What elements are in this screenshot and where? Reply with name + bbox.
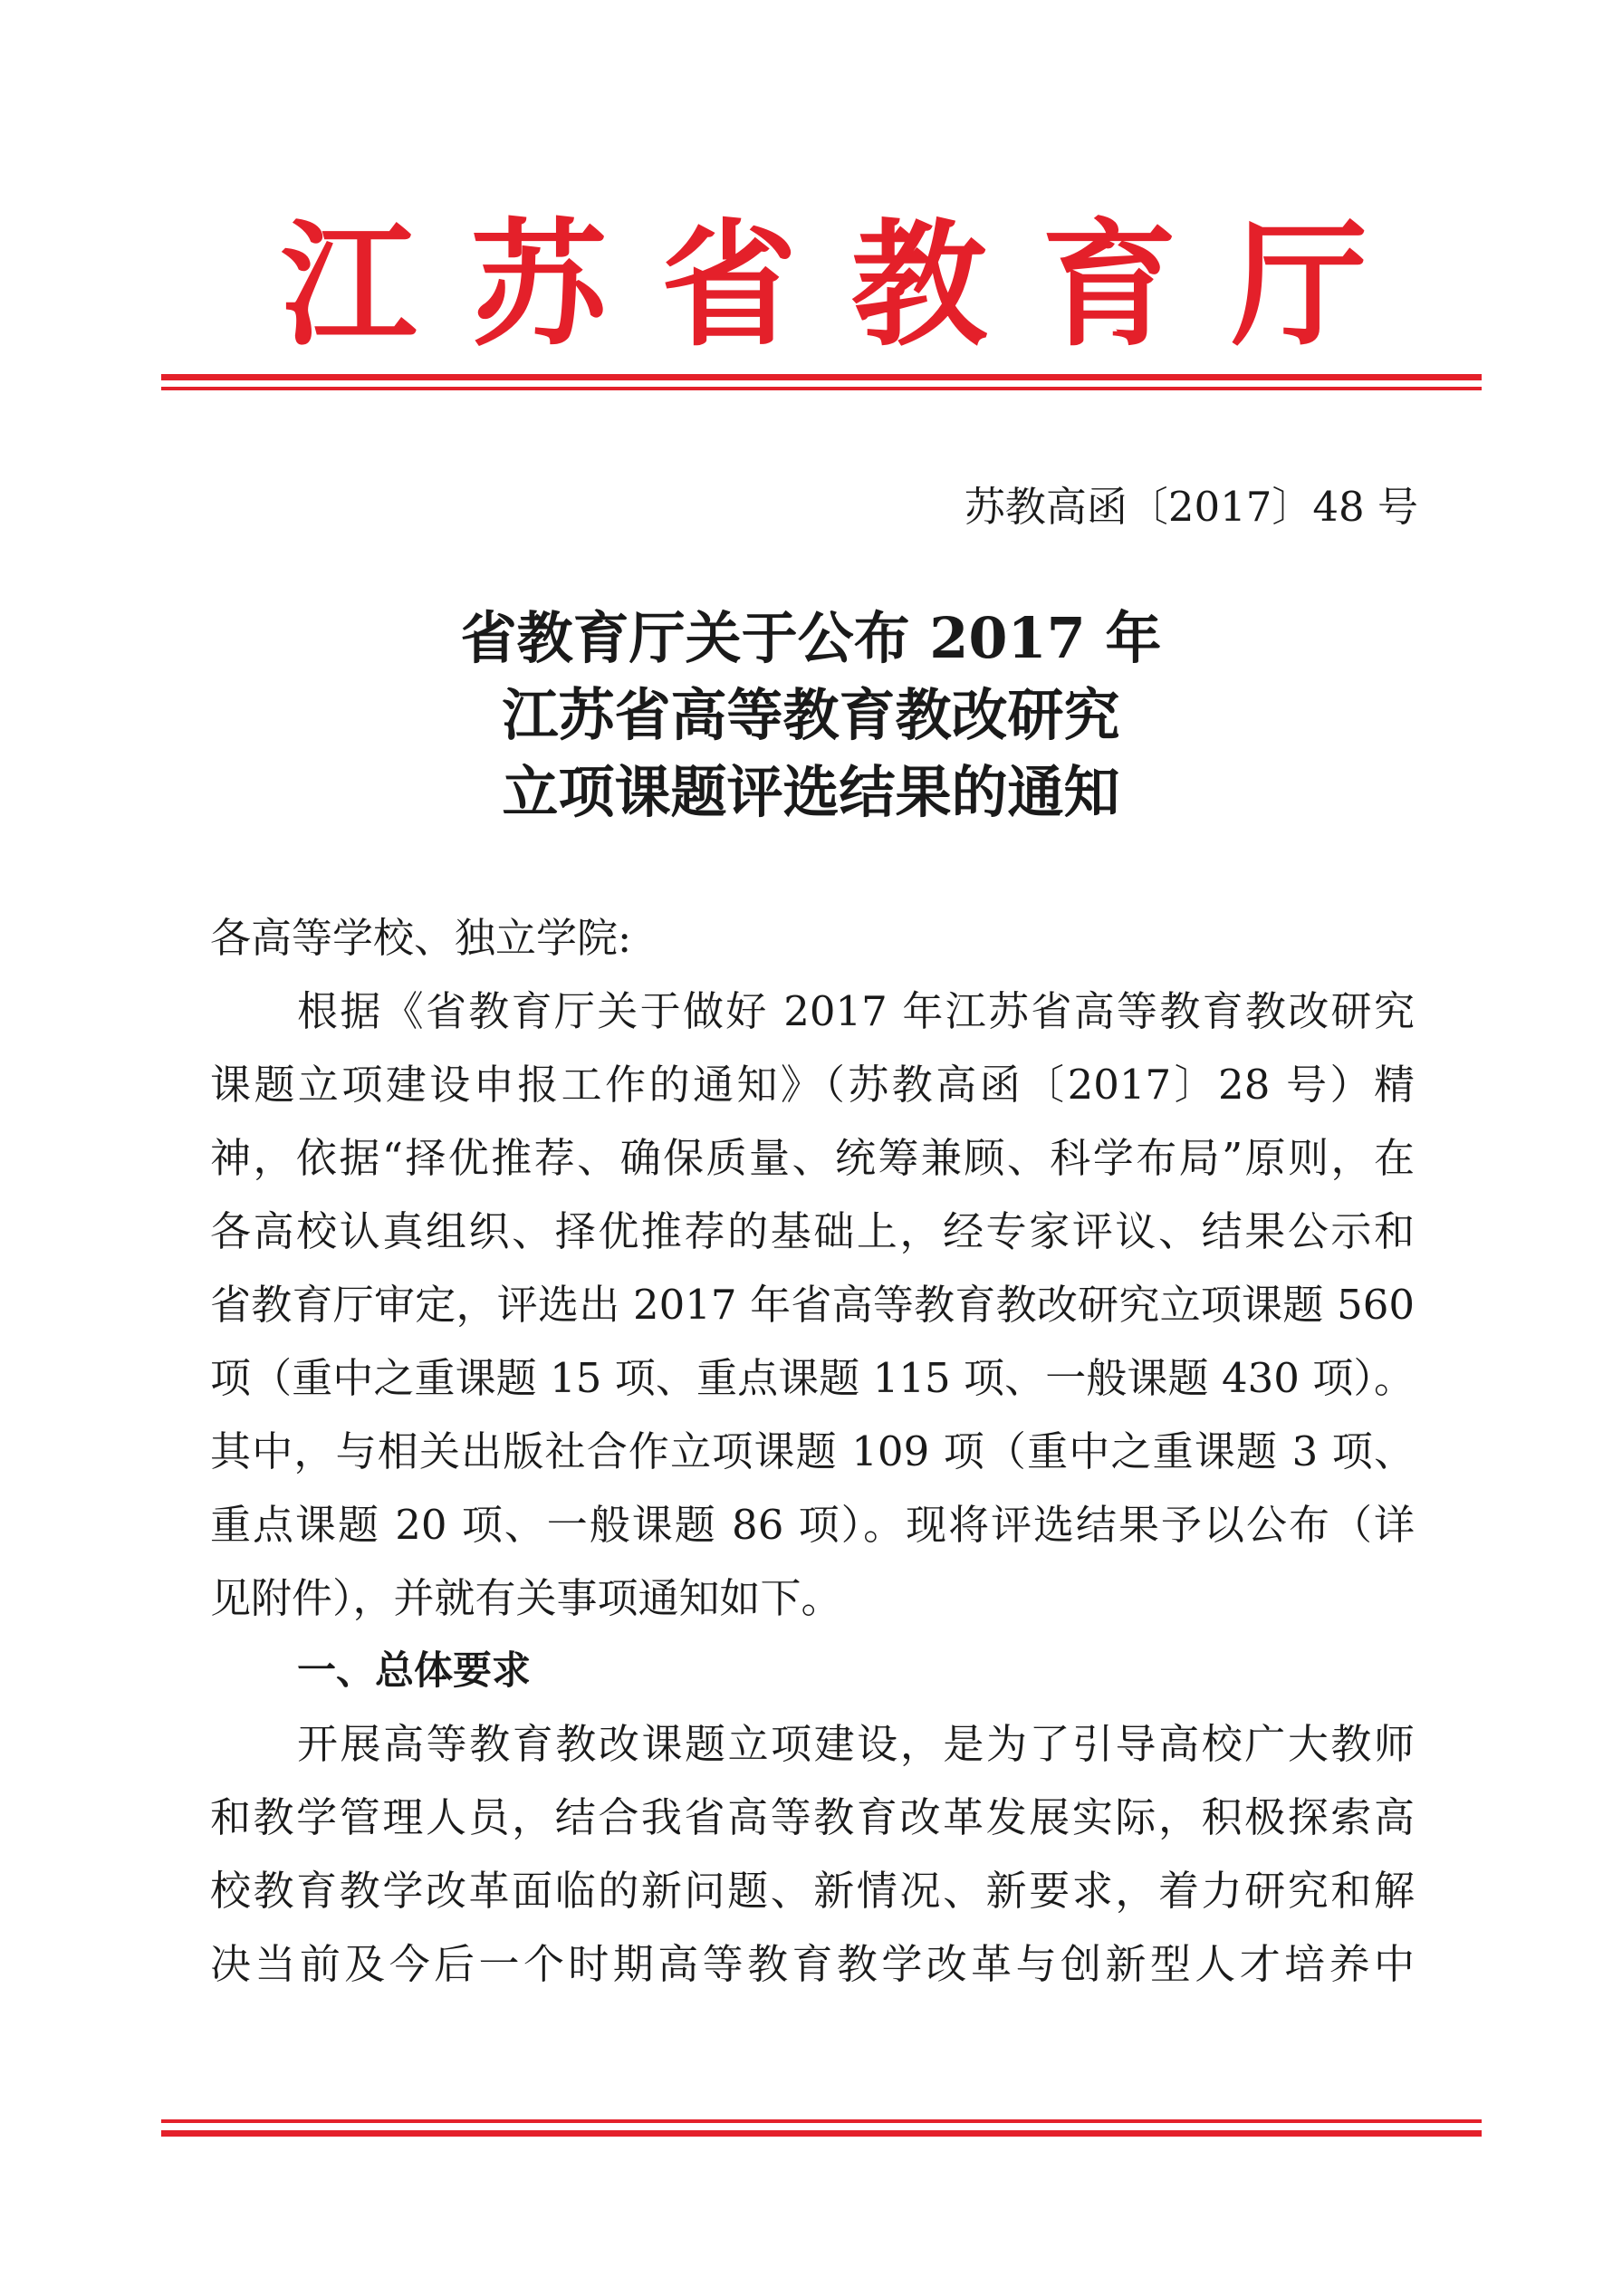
paragraph-line: 课题立项建设申报工作的通知》（苏教高函〔2017〕28 号）精 — [210, 1061, 1415, 1109]
paragraph-line: 和教学管理人员，结合我省高等教育改革发展实际，积极探索高 — [210, 1793, 1415, 1841]
paragraph-line: 神，依据“择优推荐、确保质量、统筹兼顾、科学布局”原则，在 — [210, 1134, 1415, 1182]
letterhead-char: 教 — [850, 206, 987, 365]
paragraph-line: 项（重中之重课题 15 项、重点课题 115 项、一般课题 430 项）。 — [210, 1354, 1415, 1402]
header-divider-thick — [161, 374, 1482, 380]
letterhead-title — [281, 204, 1368, 367]
paragraph-line: 决当前及今后一个时期高等教育教学改革与创新型人才培养中 — [210, 1940, 1415, 1988]
paragraph-line: 开展高等教育教改课题立项建设，是为了引导高校广大教师 — [297, 1720, 1415, 1768]
paragraph-line: 根据《省教育厅关于做好 2017 年江苏省高等教育教改研究 — [297, 987, 1415, 1035]
document-number: 苏教高函〔2017〕48 号 — [964, 483, 1418, 531]
letterhead-char: 育 — [1041, 206, 1177, 365]
document-title — [163, 600, 1459, 831]
paragraph-line: 重点课题 20 项、一般课题 86 项）。现将评选结果予以公布（详 — [210, 1501, 1415, 1549]
title-line: 省教育厅关于公布 2017 年 — [460, 605, 1162, 671]
paragraph-line: 省教育厅审定，评选出 2017 年省高等教育教改研究立项课题 560 — [210, 1281, 1415, 1329]
letterhead-char: 江 — [281, 206, 417, 365]
footer-divider-thin — [161, 2119, 1482, 2123]
paragraph-line: 各高校认真组织、择优推荐的基础上，经专家评议、结果公示和 — [210, 1207, 1415, 1255]
header-divider-thin — [161, 387, 1482, 390]
letterhead-char: 苏 — [470, 206, 607, 365]
paragraph-line: 其中，与相关出版社合作立项课题 109 项（重中之重课题 3 项、 — [210, 1427, 1415, 1475]
salutation: 各高等学校、独立学院: — [210, 914, 632, 962]
paragraph-line: 校教育教学改革面临的新问题、新情况、新要求，着力研究和解 — [210, 1867, 1415, 1915]
title-line: 江苏省高等教育教改研究 — [502, 682, 1120, 748]
letterhead-char: 省 — [660, 206, 797, 365]
title-line: 立项课题评选结果的通知 — [502, 759, 1120, 825]
section-heading: 一、总体要求 — [297, 1648, 531, 1694]
letterhead-char: 厅 — [1231, 206, 1368, 365]
paragraph-line: 见附件），并就有关事项通知如下。 — [210, 1574, 842, 1622]
footer-divider-thick — [161, 2130, 1482, 2137]
